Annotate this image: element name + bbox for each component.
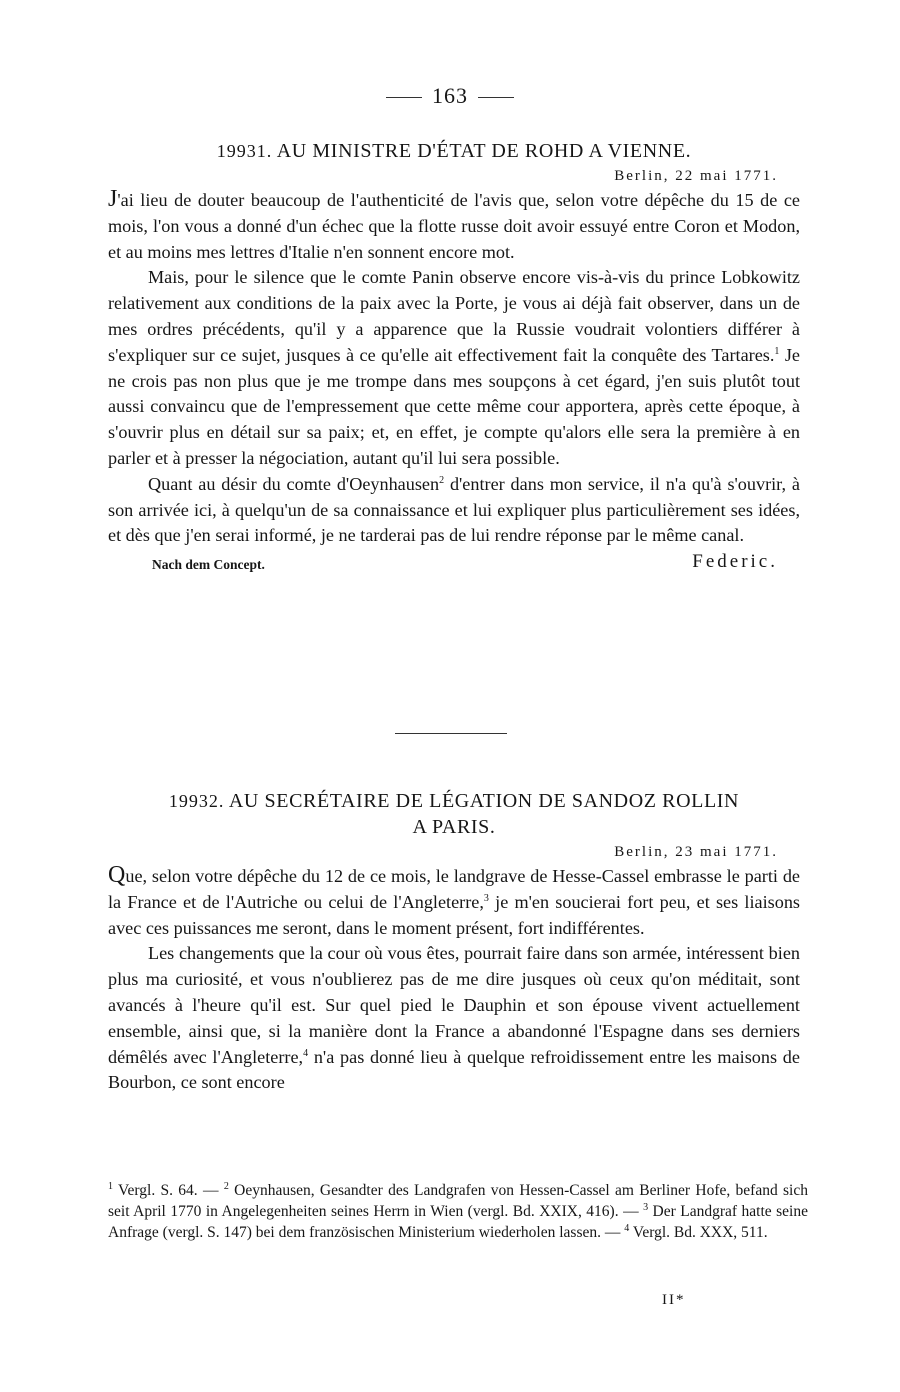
signature: Federic. [692,551,778,573]
letter-title [108,138,800,164]
letter-heading-line2: A PARIS. [412,816,496,838]
footnote-number: 1 [108,1180,113,1192]
signoff [108,551,800,579]
paragraph-text: 'ai lieu de douter beaucoup de l'authenticité de l'avis que, selon votre dépêche du 15 de ce mois, l'on vous a donné d'un échec que la flotte russe doit avoir essuyé entre Coron et Modon, et au moins mes lettres d'Italie n'en sonnent encore mot. [108,190,800,262]
footnote-text: Der Landgraf hatte seine Anfrage (vergl. S. 147) bei dem französischen Ministerium wiederholen lassen. — [108,1203,808,1241]
letter-dateline: Berlin, 23 mai 1771. [614,844,778,860]
letter-19931 [108,138,800,579]
letter-title [108,788,800,840]
dropcap: Q [108,862,126,888]
footnote-text: Vergl. S. 64. — [113,1182,224,1199]
paragraph [108,187,800,265]
letter-number: 19931. [216,141,273,161]
letter-dateline: Berlin, 22 mai 1771. [614,168,778,184]
footnote-ref: 3 [483,892,489,904]
paragraph-text: n'a pas donné lieu à quelque refroidissement entre les maisons de Bourbon, ce sont encore [108,1046,800,1093]
paragraph-text: Les changements que la cour où vous êtes, pourrait faire dans son armée, intéressent bien plus ma curiosité, et vous n'oublierez pas de me dire jusques où ceux qu'on méditait, sont avancés à l'heure qu'il est. Sur quel pied le Dauphin et son épouse vivent actuellement ensemble, ainsi que, si la manière dont la France a abandonné l'Espagne dans ses derniers démêlés avec l'Angleterre, [108,943,800,1067]
footnote-block [108,1180,808,1243]
paragraph-text: je m'en soucierai fort peu, et ses liaisons avec ces puissances me seront, dans le moment présent, fort indifférentes. [108,891,800,938]
footnote-number: 4 [624,1222,630,1234]
letter-19932 [108,788,800,1096]
footnote-ref: 1 [774,345,780,357]
paragraph [108,941,800,1096]
footnotes [108,1180,808,1243]
footnote-text: Oeynhausen, Gesandter des Landgrafen von Hessen-Cassel am Berliner Hofe, befand sich seit April 1770 in Angelegenheiten seines Herrn in Wien (vergl. Bd. XXIX, 416). — [108,1182,808,1220]
footnote-ref: 2 [439,474,445,486]
paragraph-text: Mais, pour le silence que le comte Panin observe encore vis-à-vis du prince Lobkowitz relativement aux conditions de la paix avec la Porte, je vous ai déjà fait observer, dans un de mes ordres précédents, qu'il y a apparence que la Russie voudrait volontiers différer à s'expliquer sur ce sujet, jusques à ce qu'elle ait effectivement fait la conquête des Tartares. [108,267,800,365]
paragraph [108,472,800,549]
paragraph-text: ue, selon votre dépêche du 12 de ce mois, le landgrave de Hesse-Cassel embrasse le parti de la France et de l'Autriche ou celui de l'Angleterre, [108,866,800,912]
dropcap: J [108,186,118,212]
page-number: 163 [432,83,468,108]
header-dash-left [386,97,422,98]
footnote-number: 3 [643,1201,649,1213]
paragraph-text: Je ne crois pas non plus que je me trompe dans mes soupçons à cet égard, j'en suis plutôt tout aussi convaincu que de l'empressement que cette même cour apportera, après cette époque, à s'ouvrir plus en détail sur sa paix; et, en effet, je compte qu'alors elle sera la première à en parler et à presser la négociation, autant qu'il lui sera possible. [108,344,800,468]
source-note: Nach dem Concept. [152,557,265,573]
paragraph-text: Quant au désir du comte d'Oeynhausen [148,473,440,494]
paragraph [108,863,800,941]
printer-signature-mark: II* [662,1292,686,1308]
section-divider [395,733,507,734]
paragraph [108,265,800,471]
footnote-text: Vergl. Bd. XXX, 511. [629,1224,768,1241]
letter-number: 19932. [168,791,225,811]
footnote-number: 2 [223,1180,229,1192]
letter-heading: AU SECRÉTAIRE DE LÉGATION DE SANDOZ ROLLIN [228,790,740,812]
footnote-ref: 4 [303,1047,309,1059]
paragraph-text: d'entrer dans mon service, il n'a qu'à s'ouvrir, à son arrivée ici, à quelqu'un de sa connaissance et lui expliquer plus particulièrement ses idées, et dès que j'en serai informé, je ne tarderai pas de lui rendre réponse par le même canal. [108,473,800,546]
page-header [0,83,900,109]
letter-heading: AU MINISTRE D'ÉTAT DE ROHD A VIENNE. [276,140,692,162]
header-dash-right [478,97,514,98]
